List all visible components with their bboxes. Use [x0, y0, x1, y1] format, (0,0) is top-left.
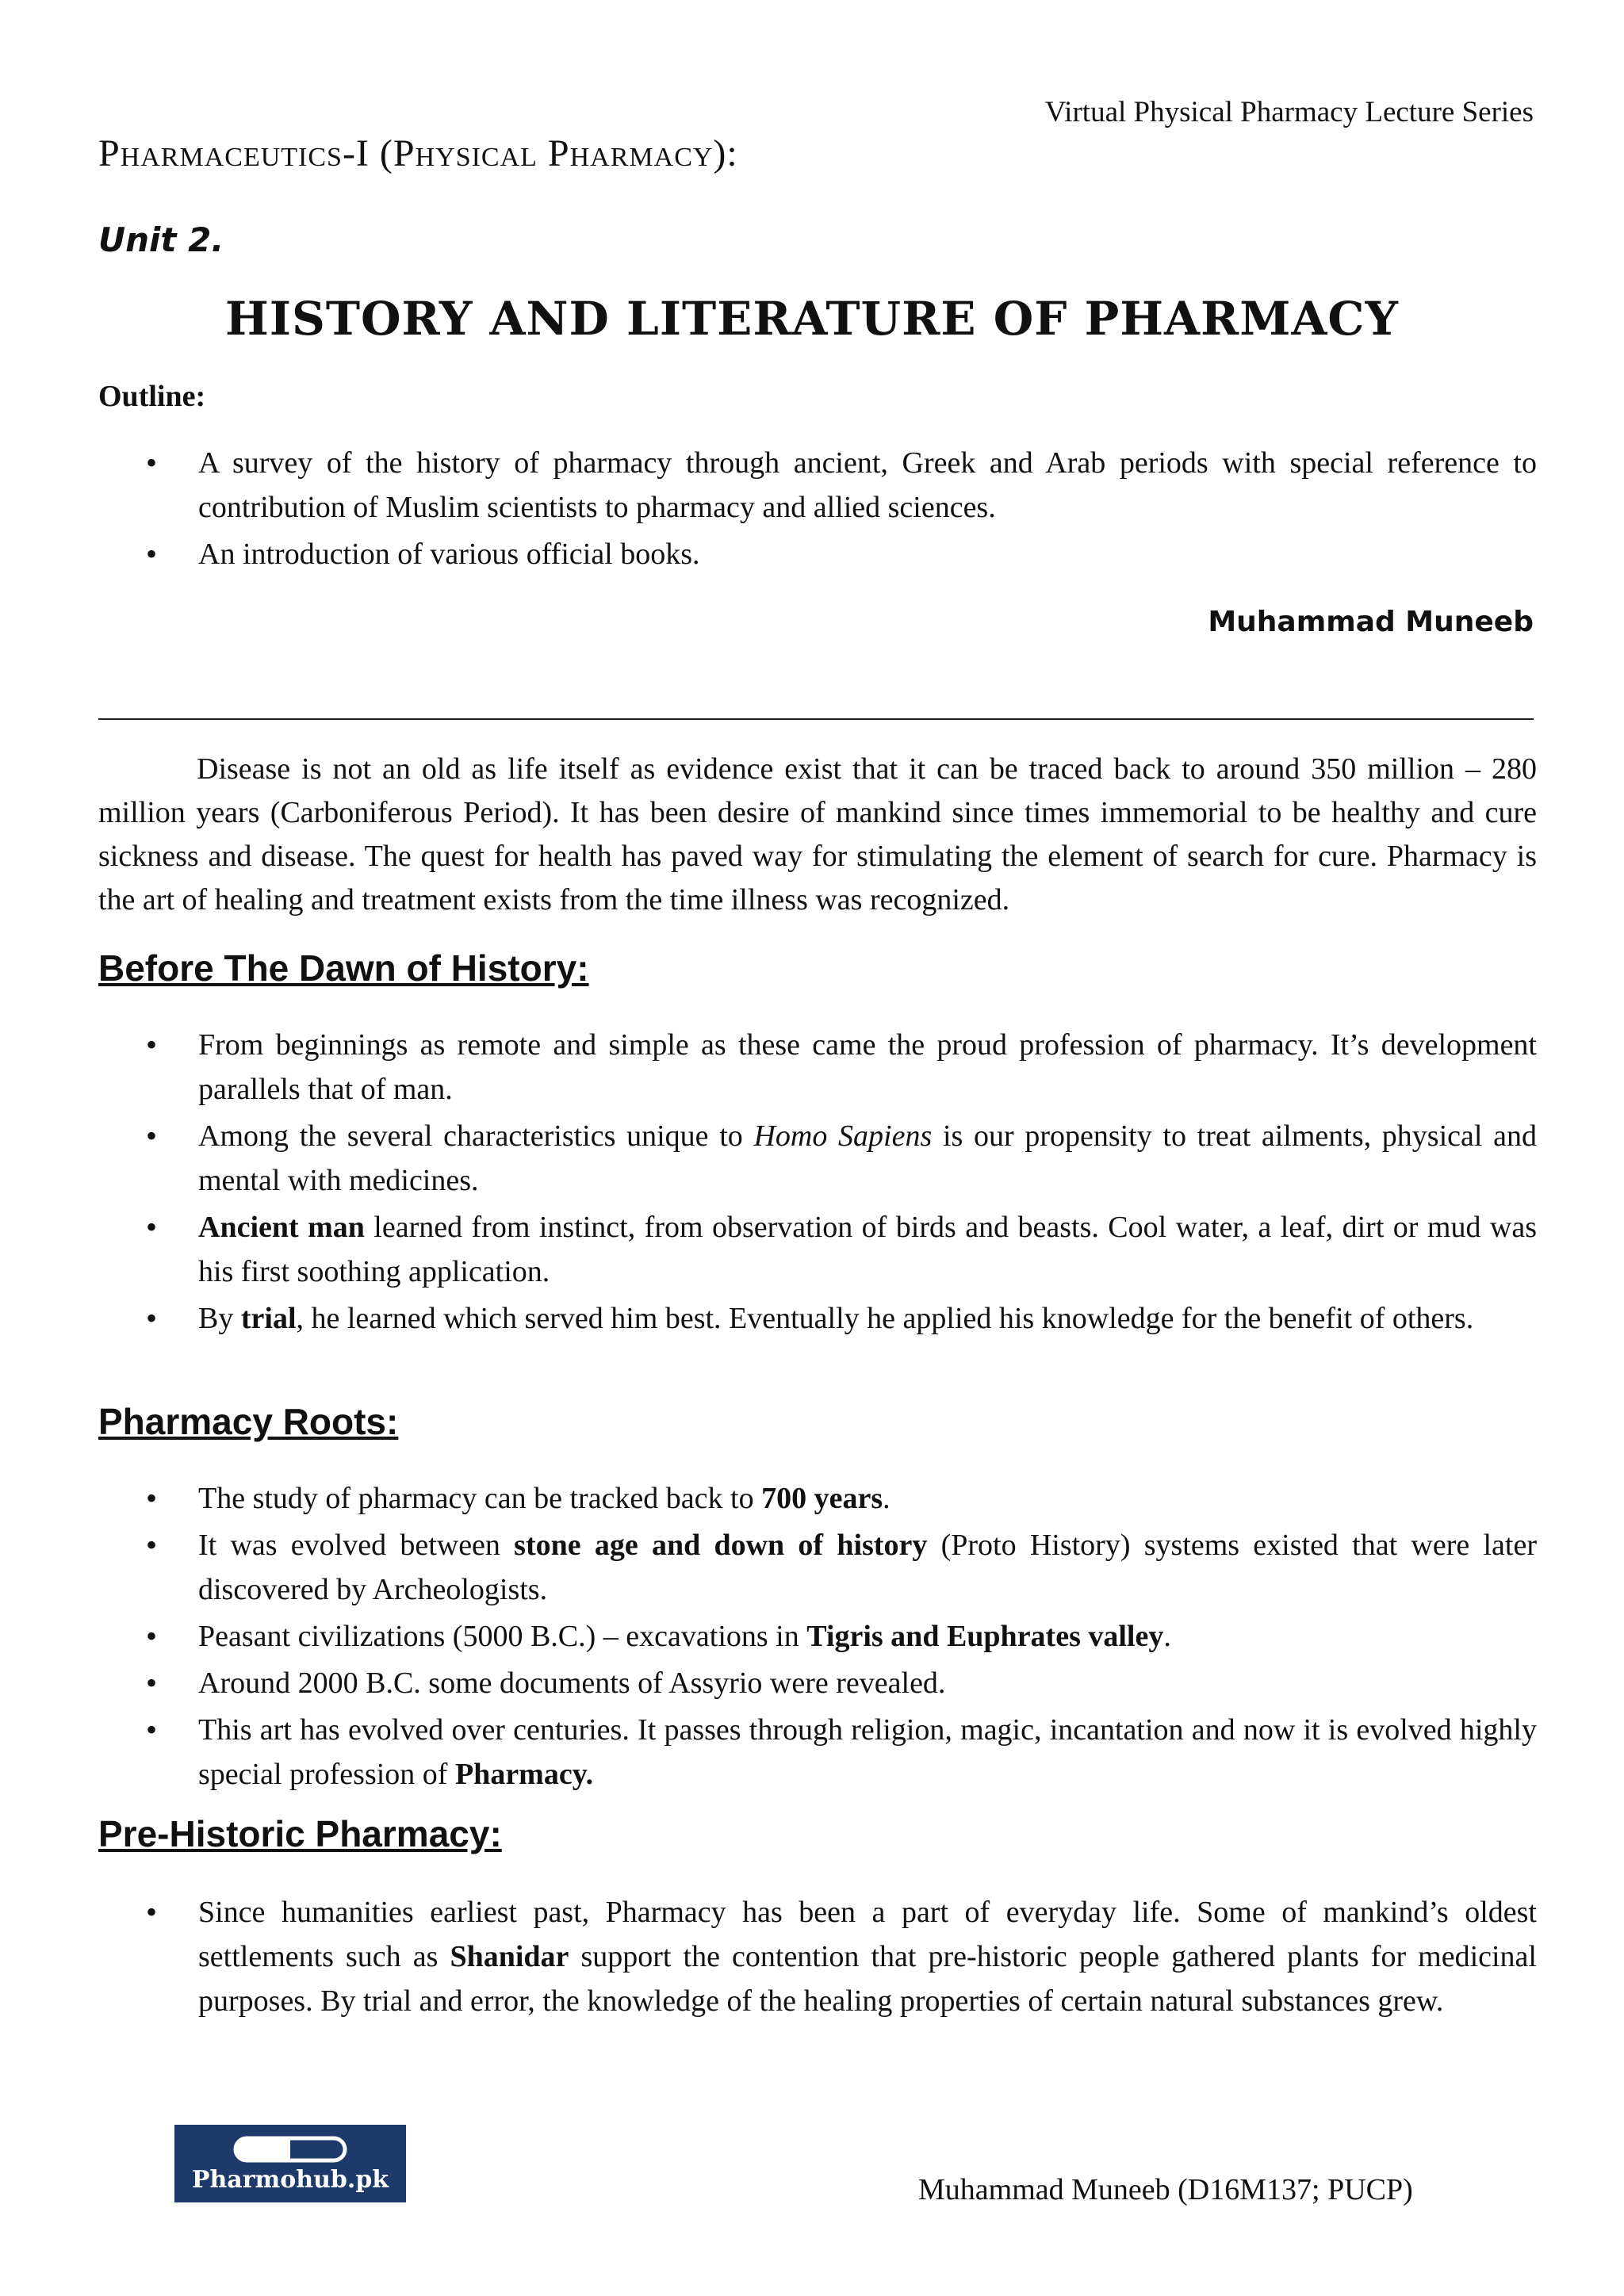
list-item: [98, 1205, 1537, 1294]
list-item: [98, 1523, 1537, 1612]
course-title: Pharmaceutics-I (Physical Pharmacy):: [98, 132, 738, 174]
text-run: .: [1163, 1620, 1171, 1653]
list-item: [98, 1023, 1537, 1112]
footer-credit: Muhammad Muneeb (D16M137; PUCP): [918, 2173, 1413, 2206]
list-item: [98, 1296, 1537, 1341]
text-run: Tigris and Euphrates valley: [806, 1620, 1164, 1653]
text-run: Around 2000 B.C. some documents of Assyrio were revealed.: [198, 1667, 946, 1700]
section-title-pre-historic: Pre-Historic Pharmacy:: [98, 1813, 502, 1854]
list-item: [98, 1476, 1537, 1521]
text-run: .: [883, 1482, 891, 1515]
text-run: Pharmacy.: [454, 1758, 594, 1791]
intro-paragraph: Disease is not an old as life itself as evidence exist that it can be traced back to around 350 million – 280 million years (Carboniferous Period). It has been desire of mankind since times immemorial to be healthy and cure sickness and disease. The quest for health has paved way for stimulating the element of search for cure. Pharmacy is the art of healing and treatment exists from the time illness was recognized.: [98, 752, 1537, 916]
text-run: is our propensity to treat ailments, physical and mental with medicines.: [198, 1119, 1537, 1197]
text-run: learned from instinct, from observation of birds and beasts. Cool water, a leaf, dirt or mud was his first soothing application.: [198, 1211, 1537, 1288]
text-run: Since humanities earliest past, Pharmacy has been a part of everyday life. Some of mankind’s oldest settlements such as: [198, 1896, 1537, 1973]
text-run: This art has evolved over centuries. It passes through religion, magic, incantation and now it is evolved highly special profession of: [198, 1713, 1537, 1791]
pharmohub-logo: [174, 2125, 406, 2202]
section-list: [98, 1890, 1537, 2026]
section-title-pharmacy-roots: Pharmacy Roots:: [98, 1401, 399, 1442]
outline-list: [98, 441, 1537, 579]
text-run: Among the several characteristics unique to: [198, 1119, 754, 1153]
section-divider: [98, 718, 1534, 720]
logo-text: Pharmohub.pk: [191, 2166, 389, 2194]
capsule-icon: [231, 2133, 350, 2165]
lecture-series-label: Virtual Physical Pharmacy Lecture Series: [1044, 96, 1534, 128]
section-list: [98, 1023, 1537, 1343]
section-title-before-dawn: Before The Dawn of History:: [98, 947, 589, 989]
list-item: • A survey of the history of pharmacy through ancient, Greek and Arab periods with special reference to contribution of Muslim scientists to pharmacy and allied sciences.: [98, 441, 1537, 530]
section-list: [98, 1476, 1537, 1799]
text-run: The study of pharmacy can be tracked back to: [198, 1482, 762, 1515]
text-run: From beginnings as remote and simple as these came the proud profession of pharmacy. It’s development parallels that of man.: [198, 1028, 1537, 1106]
list-item: [98, 1614, 1537, 1659]
text-run: 700 years: [761, 1482, 883, 1515]
text-run: Ancient man: [198, 1211, 365, 1244]
text-run: support the contention that pre-historic people gathered plants for medicinal purposes. By trial and error, the knowledge of the healing properties of certain natural substances grew.: [198, 1940, 1537, 2018]
text-run: Shanidar: [450, 1940, 569, 1973]
outline-heading: Outline:: [98, 380, 206, 413]
text-run: Homo Sapiens: [753, 1119, 933, 1153]
list-item: [98, 1114, 1537, 1203]
text-run: By: [198, 1302, 241, 1335]
list-item: [98, 1890, 1537, 2023]
text-run: It was evolved between: [198, 1529, 515, 1562]
text-run: (Proto History) systems existed that were later discovered by Archeologists.: [198, 1529, 1537, 1606]
text-run: trial: [240, 1302, 297, 1335]
text-run: , he learned which served him best. Eventually he applied his knowledge for the benefit of others.: [296, 1302, 1474, 1335]
list-item: • An introduction of various official books.: [98, 532, 1537, 576]
page-title: HISTORY AND LITERATURE OF PHARMACY: [225, 292, 1399, 346]
text-run: stone age and down of history: [514, 1529, 928, 1562]
unit-label: Unit 2.: [98, 220, 224, 259]
list-item: [98, 1661, 1537, 1705]
text-run: Peasant civilizations (5000 B.C.) – excavations in: [198, 1620, 807, 1653]
list-item: [98, 1708, 1537, 1797]
author-name: Muhammad Muneeb: [1208, 606, 1534, 638]
